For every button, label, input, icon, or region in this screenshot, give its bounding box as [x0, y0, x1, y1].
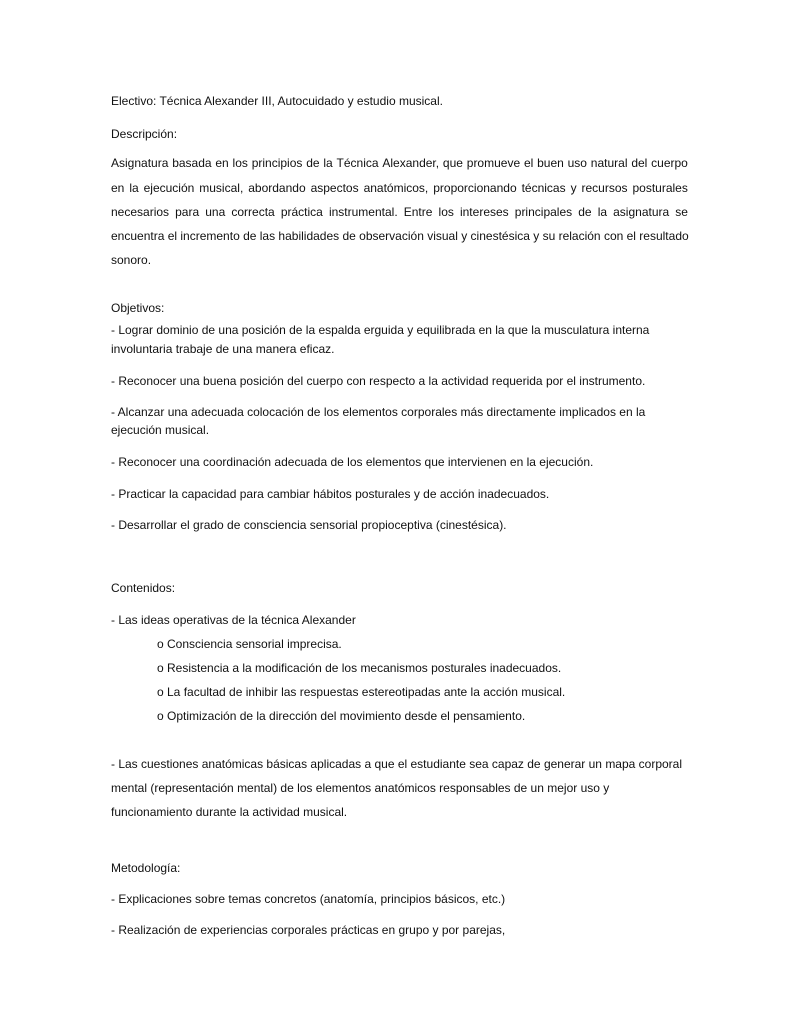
methodology-item: - Realización de experiencias corporales prácticas en grupo y por parejas, [111, 923, 506, 937]
objective-item: - Reconocer una buena posición del cuerpo con respecto a la actividad requerida por el instrumento. [111, 374, 646, 388]
description-title: Descripción: [111, 127, 178, 141]
objective-item: - Reconocer una coordinación adecuada de los elementos que intervienen en la ejecución. [111, 455, 594, 469]
contents-item: - Las ideas operativas de la técnica Alexander [111, 613, 356, 627]
contents-subitem: o Consciencia sensorial imprecisa. [157, 637, 342, 651]
description-line: Asignatura basada en los principios de la Técnica Alexander, que promueve el buen uso natural del cuerpo [111, 156, 688, 170]
contents-item-continuation: funcionamiento durante la actividad musical. [111, 805, 348, 819]
description-line: sonoro. [111, 253, 152, 267]
contents-title: Contenidos: [111, 581, 176, 595]
objective-item: - Lograr dominio de una posición de la espalda erguida y equilibrada en la que la musculatura interna [111, 323, 650, 337]
document-heading: Electivo: Técnica Alexander III, Autocuidado y estudio musical. [111, 94, 443, 108]
objective-item-continuation: ejecución musical. [111, 423, 210, 437]
methodology-title: Metodología: [111, 861, 181, 875]
objectives-title: Objetivos: [111, 301, 165, 315]
description-line: necesarios para una correcta práctica instrumental. Entre los intereses principales de la asignatura se [111, 205, 688, 219]
contents-subitem: o Resistencia a la modificación de los mecanismos posturales inadecuados. [157, 661, 562, 675]
objective-item: - Practicar la capacidad para cambiar hábitos posturales y de acción inadecuados. [111, 487, 550, 501]
contents-item: - Las cuestiones anatómicas básicas aplicadas a que el estudiante sea capaz de generar un mapa corporal [111, 757, 683, 771]
description-line: encuentra el incremento de las habilidades de observación visual y cinestésica y su relación con el resultado [111, 229, 689, 243]
objective-item: - Desarrollar el grado de consciencia sensorial propioceptiva (cinestésica). [111, 518, 507, 532]
contents-subitem: o La facultad de inhibir las respuestas estereotipadas ante la acción musical. [157, 685, 566, 699]
methodology-item: - Explicaciones sobre temas concretos (anatomía, principios básicos, etc.) [111, 892, 506, 906]
contents-subitem: o Optimización de la dirección del movimiento desde el pensamiento. [157, 709, 526, 723]
contents-item-continuation: mental (representación mental) de los elementos anatómicos responsables de un mejor uso y [111, 781, 610, 795]
description-line: en la ejecución musical, abordando aspectos anatómicos, proporcionando técnicas y recursos posturales [111, 181, 688, 195]
objective-item-continuation: involuntaria trabaje de una manera eficaz. [111, 342, 335, 356]
objective-item: - Alcanzar una adecuada colocación de los elementos corporales más directamente implicados en la [111, 405, 646, 419]
